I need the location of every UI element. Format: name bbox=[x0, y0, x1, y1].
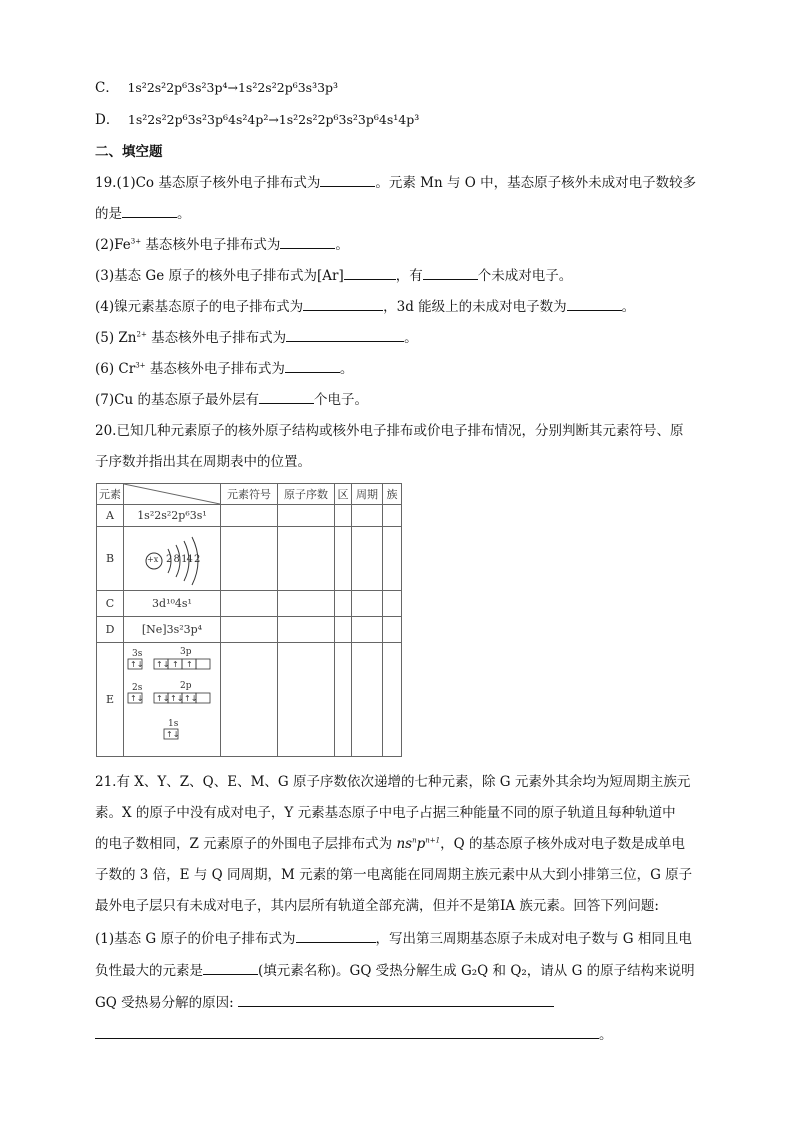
q20-line1: 20.已知几种元素原子的核外原子结构或核外电子排布或价电子排布情况，分别判断其元素符号、原 bbox=[95, 423, 684, 439]
q19-part4: (4)镍元素基态原子的电子排布式为 ，3d 能级上的未成对电子数为 。 bbox=[95, 296, 635, 317]
header-block: 区 bbox=[335, 484, 352, 505]
answer-cell[interactable] bbox=[335, 591, 352, 617]
answer-cell[interactable] bbox=[221, 643, 278, 757]
answer-blank[interactable] bbox=[296, 928, 376, 943]
q21-line6: (1)基态 G 原子的价电子排布式为 ，写出第三周期基态原子未成对电子数与 G 相同且电 bbox=[95, 928, 692, 949]
atom-structure-diagram bbox=[124, 527, 221, 591]
config-a: 1s²2s²2p⁶3s¹ bbox=[124, 505, 221, 527]
q21-line8: GQ 受热易分解的原因: bbox=[95, 992, 554, 1013]
svg-text:↑↓: ↑↓ bbox=[130, 693, 144, 703]
answer-cell[interactable] bbox=[352, 505, 383, 527]
diagonal-line bbox=[124, 484, 220, 504]
answer-blank[interactable] bbox=[320, 172, 375, 187]
option-c: C． 1s²2s²2p⁶3s²3p⁴→1s²2s²2p⁶3s³3p³ bbox=[95, 80, 339, 96]
answer-blank[interactable] bbox=[259, 389, 314, 404]
header-element: 元素 bbox=[97, 484, 124, 505]
config-c: 3d¹⁰4s¹ bbox=[124, 591, 221, 617]
answer-cell[interactable] bbox=[278, 505, 335, 527]
q21-line5: 最外电子层只有未成对电子，其内层所有轨道全部充满，但并不是第ⅠA 族元素。回答下列问题: bbox=[95, 898, 659, 914]
q21-line1: 21.有 X、Y、Z、Q、E、M、G 原子序数依次递增的七种元素，除 G 元素外其余均为短周期主族元 bbox=[95, 774, 691, 790]
q21-line4: 子数的 3 倍，E 与 Q 同周期，M 元素的第一电离能在同周期主族元素中从大到小排第三位，G 原子 bbox=[95, 867, 693, 883]
table-row: B +x 2 8 14 2 bbox=[97, 527, 402, 591]
answer-cell[interactable] bbox=[335, 643, 352, 757]
answer-cell[interactable] bbox=[221, 617, 278, 643]
table-row: A 1s²2s²2p⁶3s¹ bbox=[97, 505, 402, 527]
answer-cell[interactable] bbox=[278, 527, 335, 591]
answer-cell[interactable] bbox=[278, 617, 335, 643]
section-title: 二、填空题 bbox=[95, 144, 163, 160]
answer-cell[interactable] bbox=[383, 527, 402, 591]
svg-text:↑↓: ↑↓ bbox=[166, 729, 180, 739]
q21-line9: 。 bbox=[95, 1024, 613, 1045]
answer-cell[interactable] bbox=[278, 643, 335, 757]
q19-part6: (6) $Cr^{3+}$ 基态核外电子排布式为 。 bbox=[95, 358, 353, 379]
answer-blank[interactable] bbox=[344, 265, 396, 280]
answer-cell[interactable] bbox=[335, 527, 352, 591]
q19-line2: 的是 。 bbox=[95, 203, 191, 224]
answer-blank[interactable] bbox=[238, 992, 554, 1007]
answer-cell[interactable] bbox=[221, 527, 278, 591]
answer-blank[interactable] bbox=[423, 265, 478, 280]
shell-counts: 2 8 14 2 bbox=[166, 553, 200, 565]
option-c-text: 1s²2s²2p⁶3s²3p⁴→1s²2s²2p⁶3s³3p³ bbox=[127, 80, 339, 95]
answer-cell[interactable] bbox=[352, 617, 383, 643]
answer-cell[interactable] bbox=[278, 591, 335, 617]
header-diagonal-cell bbox=[124, 484, 221, 505]
answer-cell[interactable] bbox=[352, 527, 383, 591]
q21-line7: 负性最大的元素是 (填元素名称)。GQ 受热分解生成 G₂Q 和 Q₂，请从 G 的原子结构来说明 bbox=[95, 960, 695, 981]
answer-blank[interactable] bbox=[203, 960, 258, 975]
svg-text:↑↓: ↑↓ bbox=[184, 693, 198, 703]
answer-blank[interactable] bbox=[95, 1024, 599, 1039]
answer-cell[interactable] bbox=[335, 617, 352, 643]
header-group: 族 bbox=[383, 484, 402, 505]
header-symbol: 元素符号 bbox=[221, 484, 278, 505]
svg-text:↑: ↑ bbox=[186, 659, 193, 669]
q19-part5: (5) $Zn^{2+}$ 基态核外电子排布式为 。 bbox=[95, 327, 418, 348]
answer-blank[interactable] bbox=[122, 203, 177, 218]
table-row: E 3s 3p 2s 2p 1s ↑↓ ↑↓ ↑ ↑ ↑↓ ↑↓ ↑↓ ↑↓ ↑↓ bbox=[97, 643, 402, 757]
answer-cell[interactable] bbox=[383, 643, 402, 757]
q19-line1: 19.(1)Co 基态原子核外电子排布式为 。元素 Mn 与 O 中，基态原子核外未成对电子数较多 bbox=[95, 172, 696, 193]
q21-line3: 的电子数相同，Z 元素原子的外围电子层排布式为 $ns^np^{n+1}$，Q 的基态原子核外成对电子数是成单电 bbox=[95, 836, 685, 852]
answer-cell[interactable] bbox=[221, 505, 278, 527]
svg-text:↑↓: ↑↓ bbox=[130, 659, 144, 669]
q21-line2: 素。X 的原子中没有成对电子，Y 元素基态原子中电子占据三种能量不同的原子轨道且每种轨道中 bbox=[95, 805, 676, 821]
answer-blank[interactable] bbox=[567, 296, 622, 311]
q19-part2: $(2)Fe^{3+}$ 基态核外电子排布式为 。 bbox=[95, 234, 349, 255]
orbital-diagram: 3s 3p 2s 2p 1s ↑↓ ↑↓ ↑ ↑ ↑↓ ↑↓ ↑↓ ↑↓ ↑↓ bbox=[124, 643, 221, 757]
option-d-text: 1s²2s²2p⁶3s²3p⁶4s²4p²→1s²2s²2p⁶3s²3p⁶4s¹4p³ bbox=[127, 112, 420, 127]
q19-part3: (3)基态 Ge 原子的核外电子排布式为[Ar] ，有 个未成对电子。 bbox=[95, 265, 572, 286]
nucleus-charge: +x bbox=[147, 554, 159, 564]
answer-cell[interactable] bbox=[352, 591, 383, 617]
q19-part7: (7)Cu 的基态原子最外层有 个电子。 bbox=[95, 389, 368, 410]
orbital-boxes-icon bbox=[124, 645, 220, 755]
answer-blank[interactable] bbox=[285, 358, 340, 373]
answer-blank[interactable] bbox=[286, 327, 404, 342]
answer-cell[interactable] bbox=[221, 591, 278, 617]
svg-text:↑↓: ↑↓ bbox=[156, 659, 170, 669]
header-period: 周期 bbox=[352, 484, 383, 505]
svg-text:↑↓: ↑↓ bbox=[156, 693, 170, 703]
svg-text:↑↓: ↑↓ bbox=[170, 693, 184, 703]
svg-text:↑: ↑ bbox=[172, 659, 179, 669]
table-row: D [Ne]3s²3p⁴ bbox=[97, 617, 402, 643]
answer-cell[interactable] bbox=[383, 591, 402, 617]
answer-blank[interactable] bbox=[280, 234, 335, 249]
answer-cell[interactable] bbox=[383, 617, 402, 643]
option-d: D． 1s²2s²2p⁶3s²3p⁶4s²4p²→1s²2s²2p⁶3s²3p⁶4s¹4p³ bbox=[95, 112, 420, 128]
answer-cell[interactable] bbox=[335, 505, 352, 527]
formula-nsnp: $ns^np^{n+1}$ bbox=[396, 836, 441, 852]
answer-cell[interactable] bbox=[352, 643, 383, 757]
answer-blank[interactable] bbox=[303, 296, 383, 311]
q20-line2: 子序数并指出其在周期表中的位置。 bbox=[95, 454, 311, 470]
answer-cell[interactable] bbox=[383, 505, 402, 527]
config-d: [Ne]3s²3p⁴ bbox=[124, 617, 221, 643]
table-row: C 3d¹⁰4s¹ bbox=[97, 591, 402, 617]
header-atomic-number: 原子序数 bbox=[278, 484, 335, 505]
element-table bbox=[96, 483, 402, 757]
